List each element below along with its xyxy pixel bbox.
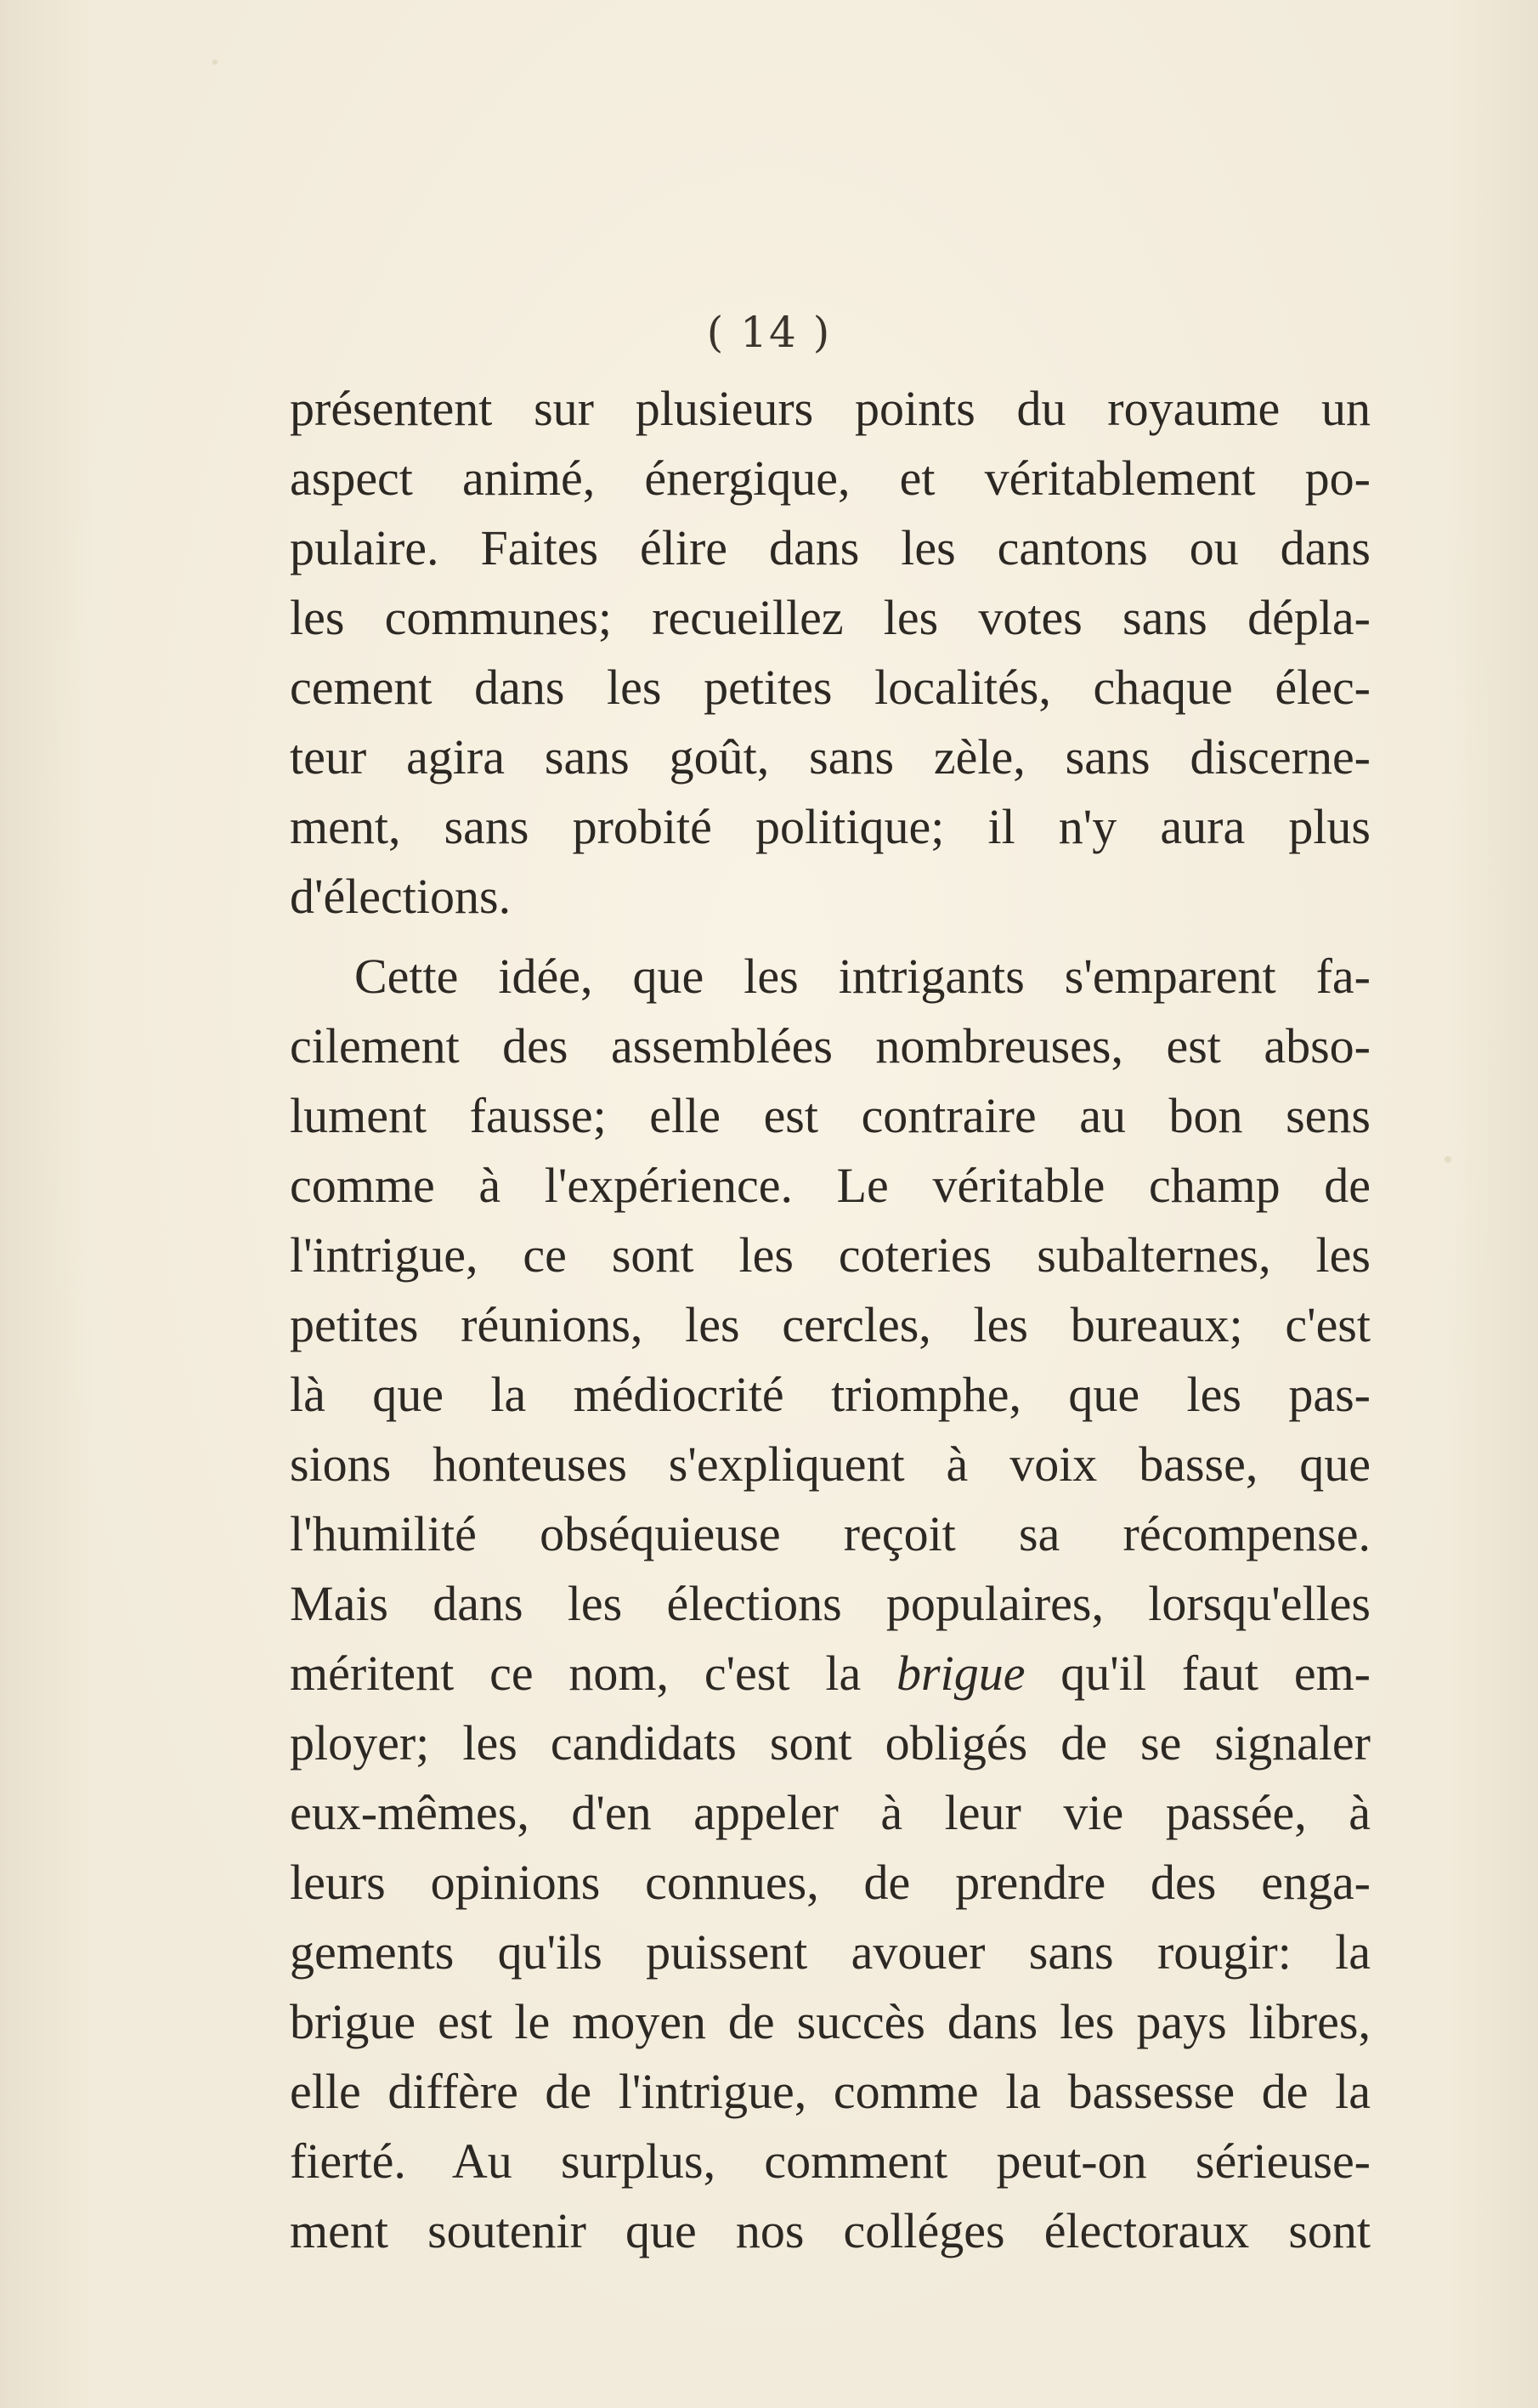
text-line: ment, sans probité politique; il n'y aura plus [290, 799, 1371, 854]
paragraph [290, 942, 1371, 2266]
text-line: leurs opinions connues, de prendre des enga- [290, 1855, 1371, 1910]
text-line-with-italic [290, 1639, 1371, 1708]
paper-stain [1445, 1156, 1451, 1163]
text-line: l'intrigue, ce sont les coteries subalternes, les [290, 1227, 1371, 1283]
text-run: méritent ce nom, c'est la [290, 1646, 897, 1701]
text-line: comme à l'expérience. Le véritable champ de [290, 1158, 1371, 1213]
text-line: aspect animé, énergique, et véritablement po- [290, 450, 1371, 506]
italic-word: brigue [896, 1646, 1026, 1701]
text-line: sions honteuses s'expliquent à voix basse, que [290, 1436, 1371, 1492]
text-line: lument fausse; elle est contraire au bon sens [290, 1088, 1371, 1143]
text-line: brigue est le moyen de succès dans les pays libres, [290, 1994, 1371, 2049]
text-line: Cette idée, que les intrigants s'emparent fa- [354, 949, 1371, 1004]
body-text [290, 374, 1371, 2266]
text-run: qu'il faut em- [1025, 1646, 1371, 1701]
paragraph [290, 374, 1371, 932]
text-line: là que la médiocrité triomphe, que les pas- [290, 1367, 1371, 1422]
paper-stain [212, 59, 218, 65]
text-line: eux-mêmes, d'en appeler à leur vie passée, à [290, 1785, 1371, 1840]
text-line: elle diffère de l'intrigue, comme la bassesse de la [290, 2064, 1371, 2119]
text-line: les communes; recueillez les votes sans dépla- [290, 590, 1371, 645]
text-line: d'élections. [290, 869, 512, 924]
text-line: présentent sur plusieurs points du royaume un [290, 381, 1371, 436]
text-line: cilement des assemblées nombreuses, est abso- [290, 1018, 1371, 1074]
text-line: gements qu'ils puissent avouer sans rougir: la [290, 1924, 1371, 1980]
text-line: l'humilité obséquieuse reçoit sa récompense. [290, 1506, 1371, 1561]
page-number: ( 14 ) [706, 308, 832, 357]
text-line: Mais dans les élections populaires, lorsqu'elles [290, 1576, 1371, 1631]
text-line: petites réunions, les cercles, les bureaux; c'est [290, 1297, 1371, 1352]
text-line: ment soutenir que nos colléges électoraux sont [290, 2203, 1371, 2258]
text-line: fierté. Au surplus, comment peut-on sérieuse- [290, 2133, 1371, 2189]
text-line: ployer; les candidats sont obligés de se signaler [290, 1715, 1371, 1771]
text-line: teur agira sans goût, sans zèle, sans discerne- [290, 729, 1371, 785]
text-line: cement dans les petites localités, chaque élec- [290, 660, 1371, 715]
text-line: pulaire. Faites élire dans les cantons ou dans [290, 520, 1371, 575]
paragraph-gap [290, 932, 1371, 942]
